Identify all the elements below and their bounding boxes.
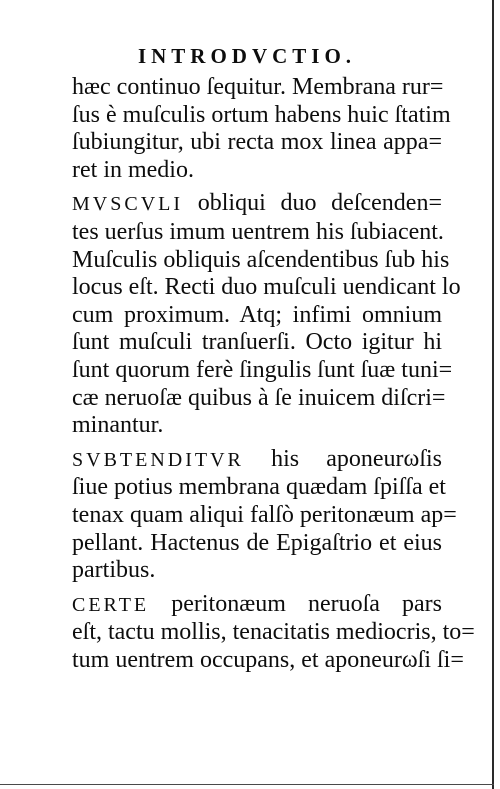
text-line: tum uentrem occupans, et aponeurωſi ſi=: [72, 646, 464, 673]
text-line-lead: [72, 190, 442, 219]
text-line: tenax quam aliqui falſò peritonæum ap=: [72, 501, 457, 528]
text-line: minantur.: [72, 412, 164, 439]
text-line: ſunt muſculi tranſuerſi. Octo igitur hi: [72, 329, 442, 356]
body-text: [72, 74, 475, 674]
text-line-rest: peritonæum neruoſa pars: [171, 590, 443, 617]
text-line: ſus è muſculis ortum habens huic ſtatim: [72, 101, 451, 128]
text-line: cum proximum. Atq; infimi omnium: [72, 301, 442, 328]
text-line: eſt, tactu mollis, tenacitatis mediocris, to=: [72, 619, 475, 646]
text-line: locus eſt. Recti duo muſculi uendicant lo: [72, 274, 461, 301]
text-line: hæc continuo ſequitur. Membrana rur=: [72, 74, 444, 100]
text-line: partibus.: [72, 557, 156, 584]
text-line: ſunt quorum ferè ſingulis ſunt ſuæ tuni=: [72, 356, 453, 383]
text-line: ſiue potius membrana quædam ſpiſſa et: [72, 474, 446, 501]
page-edge-bottom: [0, 784, 494, 785]
text-line: Muſculis obliquis aſcendentibus ſub his: [72, 246, 450, 273]
text-line: cæ neruoſæ quibus à ſe inuicem diſcri=: [72, 384, 446, 411]
paragraph-2: [72, 190, 461, 439]
lead-word: CERTE: [72, 593, 150, 616]
text-line-lead: [72, 446, 442, 475]
text-line: ret in medio.: [72, 156, 194, 183]
text-line-rest: obliqui duo deſcenden=: [197, 190, 442, 217]
running-header: INTRODVCTIO.: [137, 44, 357, 68]
text-line: pellant. Hactenus de Epigaſtrio et eius: [72, 529, 442, 556]
text-line-rest: his aponeurωſis: [271, 445, 443, 472]
paragraph-1: [72, 74, 451, 184]
text-line: tes uerſus imum uentrem his ſubiacent.: [72, 218, 444, 245]
text-line: ſubiungitur, ubi recta mox linea appa=: [72, 129, 442, 156]
page-edge-right: [492, 0, 494, 789]
lead-word: SVBTENDITVR: [72, 448, 244, 471]
lead-word: MVSCVLI: [72, 193, 184, 216]
paragraph-4: [72, 590, 475, 675]
text-line-lead: [72, 591, 442, 620]
paragraph-3: [72, 445, 457, 585]
